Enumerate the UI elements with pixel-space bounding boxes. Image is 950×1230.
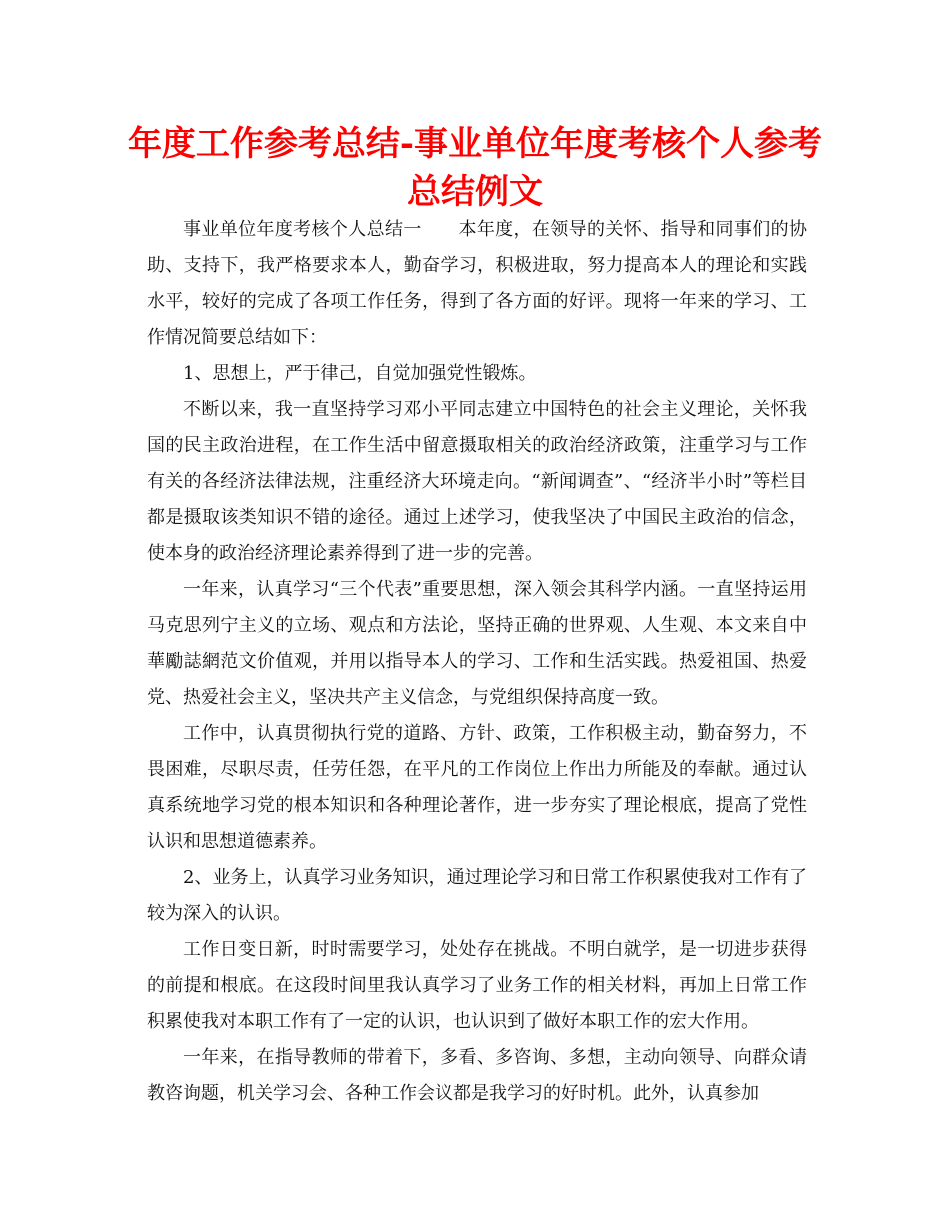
paragraph: 一年来，在指导教师的带着下，多看、多咨询、多想，主动向领导、向群众请教咨询题，机关学习会、各种工作会议都是我学习的好时机。此外，认真参加 bbox=[147, 1047, 807, 1104]
paragraph: 不断以来，我一直坚持学习邓小平同志建立中国特色的社会主义理论，关怀我国的民主政治进程，在工作生活中留意摄取相关的政治经济政策，注重学习与工作有关的各经济法律法规，注重经济大环境走向。“新闻调查”、“经济半小时”等栏目都是摄取该类知识不错的途径。通过上述学习，使我坚决了中国民主政治的信念，使本身的政治经济理论素养得到了进一步的完善。 bbox=[147, 399, 807, 564]
paragraph: 事业单位年度考核个人总结一 本年度，在领导的关怀、指导和同事们的协助、支持下，我严格要求本人，勤奋学习，积极进取，努力提高本人的理论和实践水平，较好的完成了各项工作任务，得到了各方面的好评。现将一年来的学习、工作情况简要总结如下： bbox=[147, 219, 807, 348]
paragraph: 2、业务上，认真学习业务知识，通过理论学习和日常工作积累使我对工作有了较为深入的认识。 bbox=[147, 867, 807, 924]
paragraph: 工作日变日新，时时需要学习，处处存在挑战。不明白就学，是一切进步获得的前提和根底。在这段时间里我认真学习了业务工作的相关材料，再加上日常工作积累使我对本职工作有了一定的认识，也认识到了做好本职工作的宏大作用。 bbox=[147, 939, 807, 1032]
paragraph: 1、思想上，严于律己，自觉加强党性锻炼。 bbox=[183, 363, 537, 384]
paragraph: 工作中，认真贯彻执行党的道路、方针、政策，工作积极主动，勤奋努力，不畏困难，尽职尽责，任劳任怨，在平凡的工作岗位上作出力所能及的奉献。通过认真系统地学习党的根本知识和各种理论著作，进一步夯实了理论根底，提高了党性认识和思想道德素养。 bbox=[147, 723, 807, 852]
document-body bbox=[147, 212, 807, 1112]
paragraph: 一年来，认真学习“三个代表”重要思想，深入领会其科学内涵。一直坚持运用马克思列宁主义的立场、观点和方法论，坚持正确的世界观、人生观、本文来自中華勵誌網范文价值观，并用以指导本人的学习、工作和生活实践。热爱祖国、热爱党、热爱社会主义，坚决共产主义信念，与党组织保持高度一致。 bbox=[147, 579, 807, 708]
document-title: 年度工作参考总结-事业单位年度考核个人参考总结例文 bbox=[127, 124, 823, 212]
